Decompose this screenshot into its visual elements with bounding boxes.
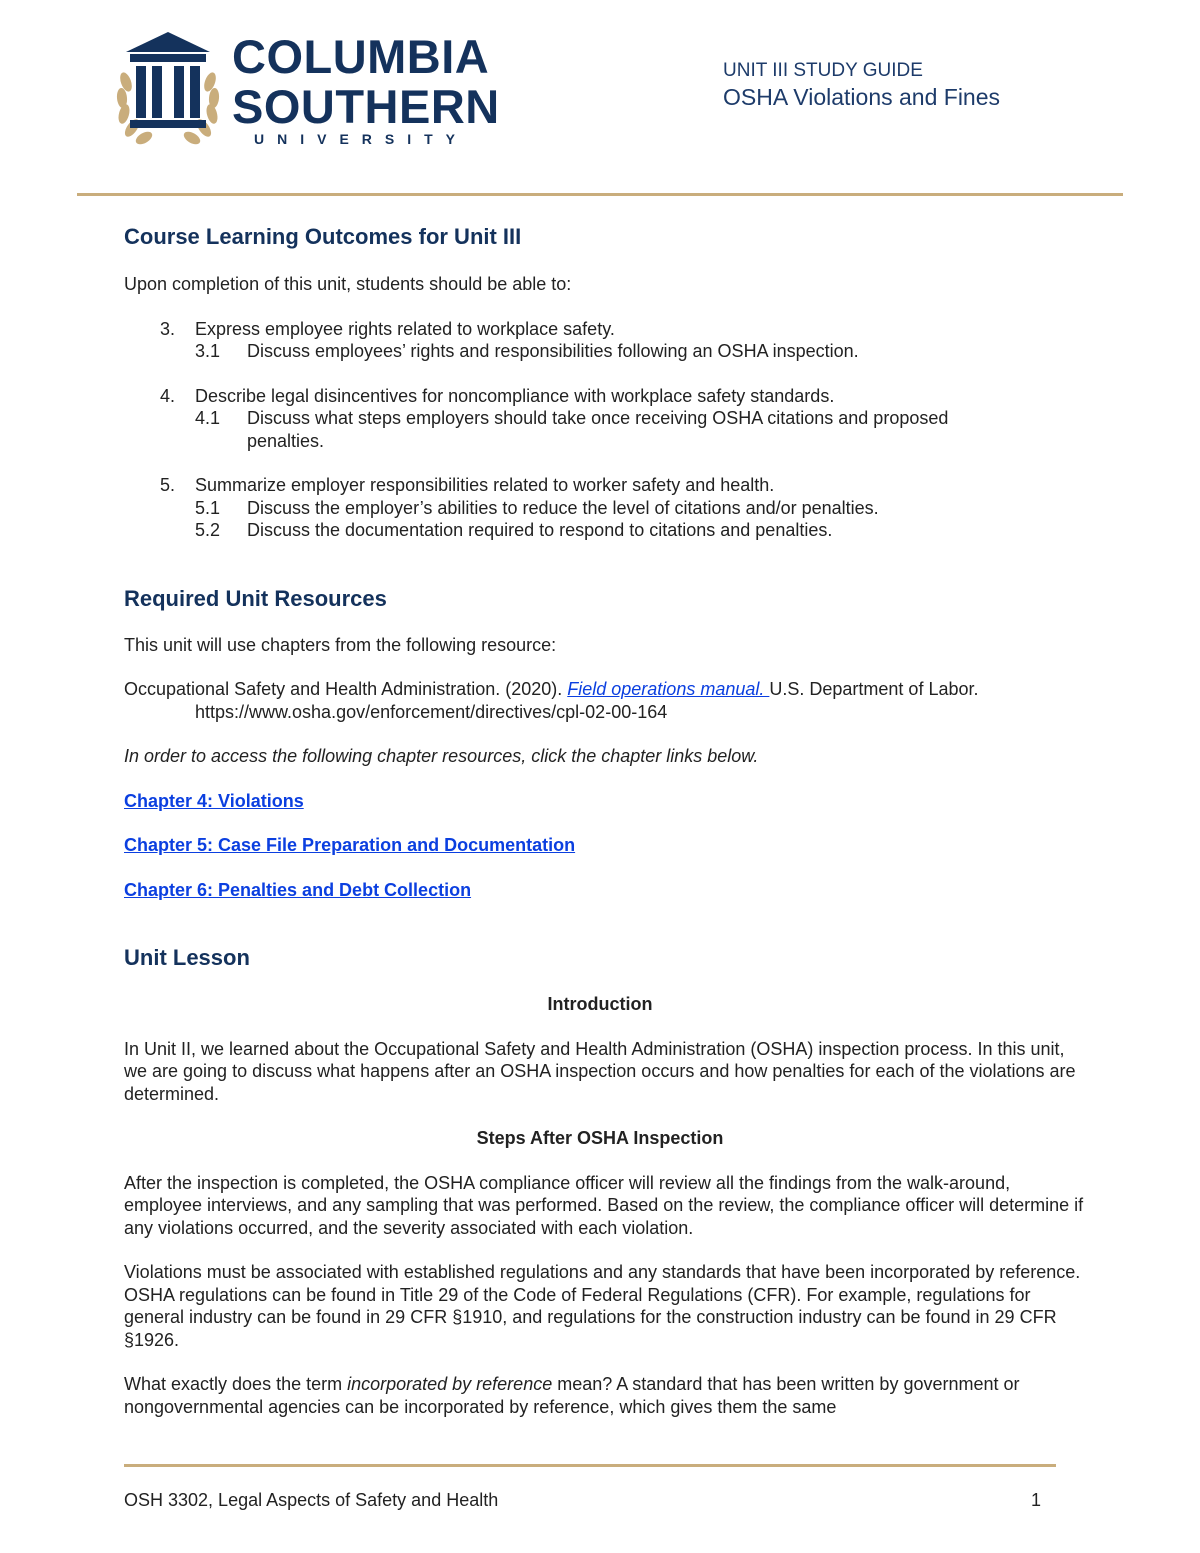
outcome-subtext: Discuss the documentation required to respond to citations and penalties.	[247, 520, 833, 540]
outcome-number: 5.	[160, 475, 176, 495]
citation-url: https://www.osha.gov/enforcement/directives/cpl-02-00-164	[195, 701, 668, 722]
outcome-text: Express employee rights related to workplace safety.	[195, 318, 615, 339]
para3-start: What exactly does the term	[124, 1374, 348, 1394]
outcome-text: Summarize employer responsibilities related to worker safety and health.	[195, 475, 775, 495]
footer-page-number: 1	[1031, 1490, 1042, 1510]
outcome-subitem	[124, 519, 1084, 542]
unit-label: UNIT III STUDY GUIDE	[723, 60, 923, 81]
outcome-subtext: Discuss what steps employers should take once receiving OSHA citations and proposed penalties.	[247, 408, 949, 451]
introduction-paragraph: In Unit II, we learned about the Occupational Safety and Health Administration (OSHA) inspection process. In this unit, we are going to discuss what happens after an OSHA inspection occurs and how penalties for each of the violations are determined.	[124, 1038, 1076, 1104]
outcome-item	[124, 385, 1084, 408]
main-content	[124, 220, 1084, 1418]
logo-word-columbia: COLUMBIA	[232, 30, 490, 83]
steps-paragraph-2: Violations must be associated with established regulations and any standards that have been incorporated by reference. OSHA regulations can be found in Title 29 of the Code of Federal Regulations (CFR). For example, regulations for general industry can be found in 29 CFR §1910, and regulations for the construction industry can be found in 29 CFR §1926.	[124, 1262, 1081, 1350]
outcome-number: 4.	[160, 385, 176, 406]
outcome-subnumber: 4.1	[195, 408, 221, 428]
outcome-item	[124, 474, 1084, 497]
citation-suffix: U.S. Department of Labor.	[769, 679, 979, 699]
logo-word-southern: SOUTHERN	[232, 80, 500, 133]
outcome-subtext: Discuss the employer’s abilities to reduce the level of citations and/or penalties.	[247, 497, 879, 518]
chapter-link-row	[124, 834, 1084, 857]
outcomes-heading: Course Learning Outcomes for Unit III	[124, 224, 522, 249]
chapter-instruction	[124, 745, 1084, 768]
chapter-instruction-text: In order to access the following chapter resources, click the chapter links below.	[124, 746, 759, 766]
outcome-subnumber: 5.1	[195, 497, 221, 518]
outcome-subitem	[124, 497, 1084, 520]
field-operations-manual-link[interactable]	[567, 679, 769, 699]
outcome-number: 3.	[160, 318, 176, 339]
outcome-text: Describe legal disincentives for noncompliance with workplace safety standards.	[195, 385, 835, 406]
resources-intro: This unit will use chapters from the following resource:	[124, 634, 557, 655]
steps-subheading: Steps After OSHA Inspection	[476, 1128, 724, 1148]
outcome-item	[124, 318, 1084, 341]
columns-emblem-icon	[112, 30, 224, 150]
citation-prefix: Occupational Safety and Health Administration. (2020).	[124, 679, 568, 699]
university-logo	[112, 30, 500, 150]
outcome-subnumber: 5.2	[195, 520, 221, 540]
chapter-4-link[interactable]: Chapter 4: Violations	[124, 790, 304, 811]
footer-divider	[124, 1464, 1056, 1467]
logo-word-university: UNIVERSITY	[254, 131, 469, 147]
footer-course: OSH 3302, Legal Aspects of Safety and Health	[124, 1490, 499, 1510]
steps-paragraph-1: After the inspection is completed, the OSHA compliance officer will review all the findings from the walk-around, employee interviews, and any sampling that was performed. Based on the review, the compliance officer will determine if any violations occurred, and the severity associated with each violation.	[124, 1172, 1084, 1238]
outcome-subnumber: 3.1	[195, 341, 221, 361]
para3-end: mean? A standard that has been written by government or nongovernmental agencies can be incorporated by reference, which gives them the same	[124, 1374, 1020, 1417]
chapter-link-row	[124, 790, 1084, 813]
chapter-link-row	[124, 879, 1084, 902]
steps-paragraph-3	[124, 1373, 1084, 1418]
outcome-subitem	[124, 340, 1084, 363]
outcomes-list	[124, 318, 1084, 542]
lesson-heading: Unit Lesson	[124, 945, 250, 970]
resources-heading: Required Unit Resources	[124, 585, 387, 611]
unit-title: OSHA Violations and Fines	[723, 84, 1001, 110]
outcome-subitem	[124, 407, 1084, 452]
outcome-subtext: Discuss employees’ rights and responsibilities following an OSHA inspection.	[247, 341, 859, 361]
chapter-6-link[interactable]: Chapter 6: Penalties and Debt Collection	[124, 879, 472, 900]
para3-emphasis: incorporated by reference	[347, 1374, 553, 1394]
citation-link-text: Field operations manual.	[567, 679, 770, 699]
outcomes-intro: Upon completion of this unit, students should be able to:	[124, 274, 572, 294]
chapter-5-link[interactable]: Chapter 5: Case File Preparation and Documentation	[124, 835, 576, 855]
resource-citation	[124, 678, 1084, 723]
header-divider	[77, 193, 1123, 196]
introduction-subheading: Introduction	[547, 994, 653, 1014]
